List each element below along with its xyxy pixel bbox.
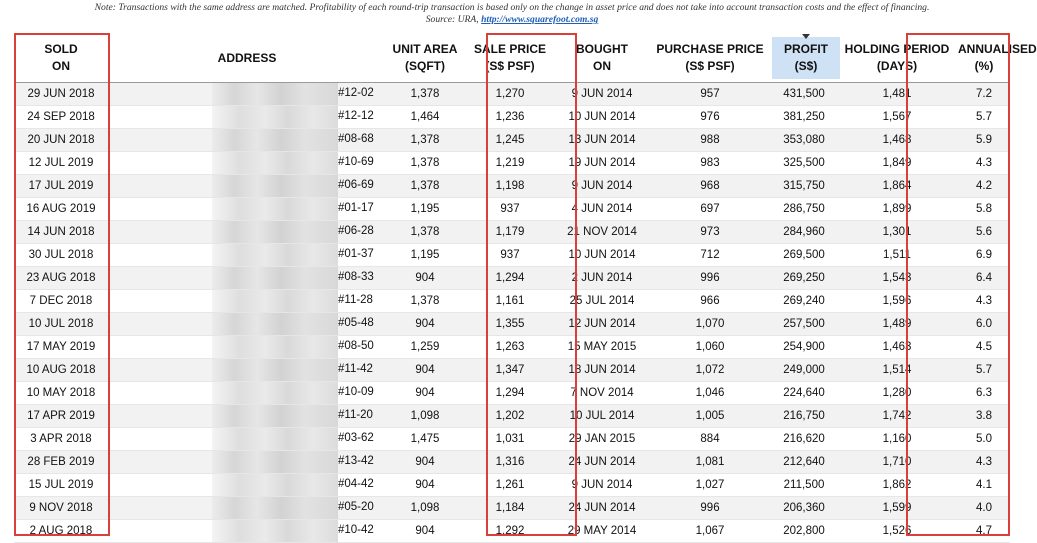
header-unit-area[interactable]: UNIT AREA (SQFT)	[386, 34, 464, 83]
redacted-address-block	[212, 405, 338, 427]
cell-annualised: 5.7	[958, 106, 1010, 129]
cell-purchase-price: 884	[648, 428, 772, 451]
cell-address	[108, 198, 386, 221]
cell-annualised: 6.4	[958, 267, 1010, 290]
table-row	[14, 474, 1010, 497]
transactions-table	[14, 34, 1037, 543]
cell-holding-period: 1,596	[836, 290, 958, 313]
cell-bought-on: 7 NOV 2014	[556, 382, 648, 405]
cell-profit: 224,640	[772, 382, 836, 405]
cell-purchase-price: 712	[648, 244, 772, 267]
unit-number: #11-20	[338, 409, 373, 421]
cell-address	[108, 221, 386, 244]
cell-purchase-price: 1,060	[648, 336, 772, 359]
cell-profit: 249,000	[772, 359, 836, 382]
cell-sale-price: 1,347	[464, 359, 556, 382]
cell-holding-period: 1,511	[836, 244, 958, 267]
cell-sale-price: 1,355	[464, 313, 556, 336]
table-row	[14, 336, 1010, 359]
cell-address	[108, 244, 386, 267]
cell-sold-on: 23 AUG 2018	[14, 267, 108, 290]
table-row	[14, 198, 1010, 221]
cell-purchase-price: 973	[648, 221, 772, 244]
cell-sale-price: 1,161	[464, 290, 556, 313]
redacted-address-block	[212, 129, 338, 151]
cell-purchase-price: 983	[648, 152, 772, 175]
cell-sold-on: 29 JUN 2018	[14, 83, 108, 106]
cell-unit-area: 904	[386, 382, 464, 405]
cell-holding-period: 1,526	[836, 520, 958, 543]
header-bought-on[interactable]: BOUGHT ON	[556, 34, 648, 83]
table-row	[14, 313, 1010, 336]
cell-unit-area: 1,378	[386, 175, 464, 198]
cell-sold-on: 15 JUL 2019	[14, 474, 108, 497]
cell-annualised: 5.0	[958, 428, 1010, 451]
table-row	[14, 428, 1010, 451]
cell-sold-on: 9 NOV 2018	[14, 497, 108, 520]
cell-bought-on: 21 NOV 2014	[556, 221, 648, 244]
table-row	[14, 221, 1010, 244]
cell-sold-on: 17 JUL 2019	[14, 175, 108, 198]
note-source	[0, 14, 1024, 26]
unit-number: #05-48	[338, 317, 374, 329]
cell-annualised: 3.8	[958, 405, 1010, 428]
cell-holding-period: 1,489	[836, 313, 958, 336]
cell-profit: 202,800	[772, 520, 836, 543]
cell-bought-on: 10 JUL 2014	[556, 405, 648, 428]
cell-annualised: 4.1	[958, 474, 1010, 497]
unit-number: #12-02	[338, 87, 374, 99]
cell-sold-on: 30 JUL 2018	[14, 244, 108, 267]
redacted-address-block	[212, 474, 338, 496]
cell-bought-on: 9 JUN 2014	[556, 175, 648, 198]
cell-address	[108, 520, 386, 543]
redacted-address-block	[212, 290, 338, 312]
cell-address	[108, 336, 386, 359]
cell-purchase-price: 1,046	[648, 382, 772, 405]
cell-bought-on: 10 JUN 2014	[556, 106, 648, 129]
table-row	[14, 382, 1010, 405]
cell-holding-period: 1,280	[836, 382, 958, 405]
source-label: Source: URA,	[425, 14, 479, 25]
table-row	[14, 175, 1010, 198]
cell-purchase-price: 966	[648, 290, 772, 313]
cell-annualised: 5.7	[958, 359, 1010, 382]
cell-address	[108, 497, 386, 520]
cell-annualised: 7.2	[958, 83, 1010, 106]
cell-annualised: 6.9	[958, 244, 1010, 267]
cell-holding-period: 1,463	[836, 336, 958, 359]
cell-profit: 315,750	[772, 175, 836, 198]
redacted-address-block	[212, 175, 338, 197]
cell-bought-on: 25 JUL 2014	[556, 290, 648, 313]
cell-bought-on: 9 JUN 2014	[556, 83, 648, 106]
cell-holding-period: 1,514	[836, 359, 958, 382]
cell-unit-area: 1,378	[386, 129, 464, 152]
cell-profit: 216,750	[772, 405, 836, 428]
table-row	[14, 83, 1010, 106]
cell-purchase-price: 1,072	[648, 359, 772, 382]
cell-purchase-price: 996	[648, 267, 772, 290]
cell-address	[108, 83, 386, 106]
unit-number: #04-42	[338, 478, 374, 490]
cell-unit-area: 904	[386, 451, 464, 474]
cell-annualised: 6.0	[958, 313, 1010, 336]
cell-holding-period: 1,864	[836, 175, 958, 198]
cell-unit-area: 1,195	[386, 244, 464, 267]
cell-bought-on: 4 JUN 2014	[556, 198, 648, 221]
source-note	[0, 2, 1024, 26]
cell-holding-period: 1,160	[836, 428, 958, 451]
cell-annualised: 4.3	[958, 290, 1010, 313]
redacted-address-block	[212, 198, 338, 220]
cell-purchase-price: 1,070	[648, 313, 772, 336]
cell-address	[108, 290, 386, 313]
header-address[interactable]: ADDRESS	[108, 34, 386, 83]
redacted-address-block	[212, 313, 338, 335]
cell-purchase-price: 996	[648, 497, 772, 520]
cell-bought-on: 9 JUN 2014	[556, 474, 648, 497]
cell-address	[108, 474, 386, 497]
cell-purchase-price: 1,081	[648, 451, 772, 474]
cell-purchase-price: 968	[648, 175, 772, 198]
cell-profit: 353,080	[772, 129, 836, 152]
redacted-address-block	[212, 497, 338, 519]
cell-annualised: 4.5	[958, 336, 1010, 359]
cell-bought-on: 10 JUN 2014	[556, 244, 648, 267]
table-row	[14, 106, 1010, 129]
redacted-address-block	[212, 428, 338, 450]
cell-purchase-price: 957	[648, 83, 772, 106]
cell-profit: 269,250	[772, 267, 836, 290]
cell-unit-area: 1,259	[386, 336, 464, 359]
redacted-address-block	[212, 382, 338, 404]
cell-bought-on: 2 JUN 2014	[556, 267, 648, 290]
redacted-address-block	[212, 221, 338, 243]
cell-sold-on: 17 APR 2019	[14, 405, 108, 428]
cell-sold-on: 10 JUL 2018	[14, 313, 108, 336]
cell-profit: 254,900	[772, 336, 836, 359]
redacted-address-block	[212, 336, 338, 358]
cell-sale-price: 1,245	[464, 129, 556, 152]
header-sold-on[interactable]: SOLD ON	[14, 34, 108, 83]
unit-number: #05-20	[338, 501, 374, 513]
cell-unit-area: 1,378	[386, 152, 464, 175]
cell-unit-area: 1,378	[386, 290, 464, 313]
unit-number: #08-68	[338, 133, 374, 145]
unit-number: #11-28	[338, 294, 373, 306]
unit-number: #06-69	[338, 179, 374, 191]
cell-address	[108, 175, 386, 198]
cell-profit: 211,500	[772, 474, 836, 497]
header-annualised[interactable]: ANNUALISED (%)	[958, 34, 1010, 83]
unit-number: #10-69	[338, 156, 374, 168]
cell-sold-on: 16 AUG 2019	[14, 198, 108, 221]
cell-purchase-price: 697	[648, 198, 772, 221]
cell-profit: 381,250	[772, 106, 836, 129]
cell-sold-on: 3 APR 2018	[14, 428, 108, 451]
cell-annualised: 5.8	[958, 198, 1010, 221]
source-link[interactable]: http://www.squarefoot.com.sg	[481, 14, 599, 25]
cell-sold-on: 20 JUN 2018	[14, 129, 108, 152]
cell-bought-on: 24 JUN 2014	[556, 497, 648, 520]
cell-sale-price: 937	[464, 198, 556, 221]
cell-bought-on: 24 JUN 2014	[556, 451, 648, 474]
cell-annualised: 5.9	[958, 129, 1010, 152]
table-row	[14, 497, 1010, 520]
cell-profit: 286,750	[772, 198, 836, 221]
header-row	[14, 34, 1010, 83]
cell-sale-price: 1,179	[464, 221, 556, 244]
cell-sold-on: 24 SEP 2018	[14, 106, 108, 129]
cell-annualised: 4.3	[958, 451, 1010, 474]
cell-sold-on: 17 MAY 2019	[14, 336, 108, 359]
unit-number: #12-12	[338, 110, 374, 122]
cell-address	[108, 129, 386, 152]
cell-profit: 216,620	[772, 428, 836, 451]
cell-bought-on: 19 JUN 2014	[556, 152, 648, 175]
cell-bought-on: 13 JUN 2014	[556, 129, 648, 152]
redacted-address-block	[212, 520, 338, 542]
cell-sold-on: 10 AUG 2018	[14, 359, 108, 382]
cell-sale-price: 1,292	[464, 520, 556, 543]
sorted-header-highlight: PROFIT (S$)	[772, 37, 840, 79]
table-row	[14, 152, 1010, 175]
cell-holding-period: 1,862	[836, 474, 958, 497]
cell-purchase-price: 1,005	[648, 405, 772, 428]
cell-unit-area: 1,195	[386, 198, 464, 221]
table-row	[14, 244, 1010, 267]
cell-unit-area: 904	[386, 359, 464, 382]
unit-number: #13-42	[338, 455, 374, 467]
cell-annualised: 6.3	[958, 382, 1010, 405]
redacted-address-block	[212, 106, 338, 128]
cell-profit: 284,960	[772, 221, 836, 244]
cell-sale-price: 1,031	[464, 428, 556, 451]
cell-sale-price: 1,270	[464, 83, 556, 106]
cell-holding-period: 1,301	[836, 221, 958, 244]
unit-number: #10-42	[338, 524, 374, 536]
header-profit[interactable]	[772, 34, 836, 83]
cell-holding-period: 1,710	[836, 451, 958, 474]
cell-sale-price: 1,198	[464, 175, 556, 198]
cell-purchase-price: 1,027	[648, 474, 772, 497]
cell-sale-price: 1,263	[464, 336, 556, 359]
table-row	[14, 520, 1010, 543]
cell-profit: 431,500	[772, 83, 836, 106]
table-row	[14, 359, 1010, 382]
table-row	[14, 267, 1010, 290]
cell-annualised: 4.2	[958, 175, 1010, 198]
cell-holding-period: 1,599	[836, 497, 958, 520]
unit-number: #06-28	[338, 225, 374, 237]
cell-purchase-price: 1,067	[648, 520, 772, 543]
table-row	[14, 451, 1010, 474]
unit-number: #03-62	[338, 432, 374, 444]
sort-descending-icon	[802, 34, 810, 39]
cell-sale-price: 1,184	[464, 497, 556, 520]
unit-number: #01-37	[338, 248, 374, 260]
redacted-address-block	[212, 451, 338, 473]
cell-unit-area: 1,464	[386, 106, 464, 129]
cell-holding-period: 1,543	[836, 267, 958, 290]
cell-address	[108, 451, 386, 474]
unit-number: #01-17	[338, 202, 374, 214]
note-text: Note: Transactions with the same address are matched. Profitability of each round-trip transaction is based only on the change in asset price and does not take into account transaction costs and the effect of financing.	[94, 2, 930, 13]
redacted-address-block	[212, 267, 338, 289]
cell-sold-on: 12 JUL 2019	[14, 152, 108, 175]
cell-sold-on: 28 FEB 2019	[14, 451, 108, 474]
table-row	[14, 405, 1010, 428]
cell-address	[108, 382, 386, 405]
cell-holding-period: 1,481	[836, 83, 958, 106]
cell-sale-price: 1,316	[464, 451, 556, 474]
cell-unit-area: 1,098	[386, 497, 464, 520]
cell-holding-period: 1,849	[836, 152, 958, 175]
cell-profit: 212,640	[772, 451, 836, 474]
header-holding-period[interactable]: HOLDING PERIOD (DAYS)	[836, 34, 958, 83]
unit-number: #08-33	[338, 271, 374, 283]
cell-profit: 206,360	[772, 497, 836, 520]
redacted-address-block	[212, 83, 338, 105]
cell-sale-price: 1,261	[464, 474, 556, 497]
cell-address	[108, 152, 386, 175]
cell-address	[108, 428, 386, 451]
cell-holding-period: 1,468	[836, 129, 958, 152]
cell-bought-on: 15 MAY 2015	[556, 336, 648, 359]
cell-purchase-price: 976	[648, 106, 772, 129]
unit-number: #10-09	[338, 386, 374, 398]
cell-holding-period: 1,899	[836, 198, 958, 221]
cell-address	[108, 405, 386, 428]
cell-sold-on: 7 DEC 2018	[14, 290, 108, 313]
cell-annualised: 5.6	[958, 221, 1010, 244]
cell-unit-area: 904	[386, 313, 464, 336]
cell-bought-on: 18 JUN 2014	[556, 359, 648, 382]
cell-unit-area: 1,378	[386, 83, 464, 106]
cell-unit-area: 904	[386, 267, 464, 290]
cell-sold-on: 14 JUN 2018	[14, 221, 108, 244]
cell-address	[108, 106, 386, 129]
cell-address	[108, 313, 386, 336]
cell-sale-price: 1,294	[464, 382, 556, 405]
cell-address	[108, 359, 386, 382]
cell-sale-price: 1,219	[464, 152, 556, 175]
cell-sale-price: 1,294	[464, 267, 556, 290]
cell-unit-area: 1,378	[386, 221, 464, 244]
table-row	[14, 290, 1010, 313]
cell-sale-price: 1,236	[464, 106, 556, 129]
cell-sale-price: 937	[464, 244, 556, 267]
cell-holding-period: 1,742	[836, 405, 958, 428]
cell-annualised: 4.0	[958, 497, 1010, 520]
cell-purchase-price: 988	[648, 129, 772, 152]
cell-bought-on: 12 JUN 2014	[556, 313, 648, 336]
cell-profit: 257,500	[772, 313, 836, 336]
cell-annualised: 4.7	[958, 520, 1010, 543]
cell-sold-on: 2 AUG 2018	[14, 520, 108, 543]
unit-number: #11-42	[338, 363, 373, 375]
cell-unit-area: 904	[386, 520, 464, 543]
header-sale-price[interactable]: SALE PRICE (S$ PSF)	[464, 34, 556, 83]
cell-address	[108, 267, 386, 290]
cell-annualised: 4.3	[958, 152, 1010, 175]
cell-unit-area: 904	[386, 474, 464, 497]
cell-bought-on: 29 MAY 2014	[556, 520, 648, 543]
header-purchase-price[interactable]: PURCHASE PRICE (S$ PSF)	[648, 34, 772, 83]
cell-holding-period: 1,567	[836, 106, 958, 129]
cell-sold-on: 10 MAY 2018	[14, 382, 108, 405]
cell-profit: 325,500	[772, 152, 836, 175]
cell-unit-area: 1,098	[386, 405, 464, 428]
redacted-address-block	[212, 152, 338, 174]
cell-unit-area: 1,475	[386, 428, 464, 451]
cell-profit: 269,500	[772, 244, 836, 267]
cell-profit: 269,240	[772, 290, 836, 313]
unit-number: #08-50	[338, 340, 374, 352]
redacted-address-block	[212, 244, 338, 266]
redacted-address-block	[212, 359, 338, 381]
cell-bought-on: 29 JAN 2015	[556, 428, 648, 451]
table-row	[14, 129, 1010, 152]
cell-sale-price: 1,202	[464, 405, 556, 428]
